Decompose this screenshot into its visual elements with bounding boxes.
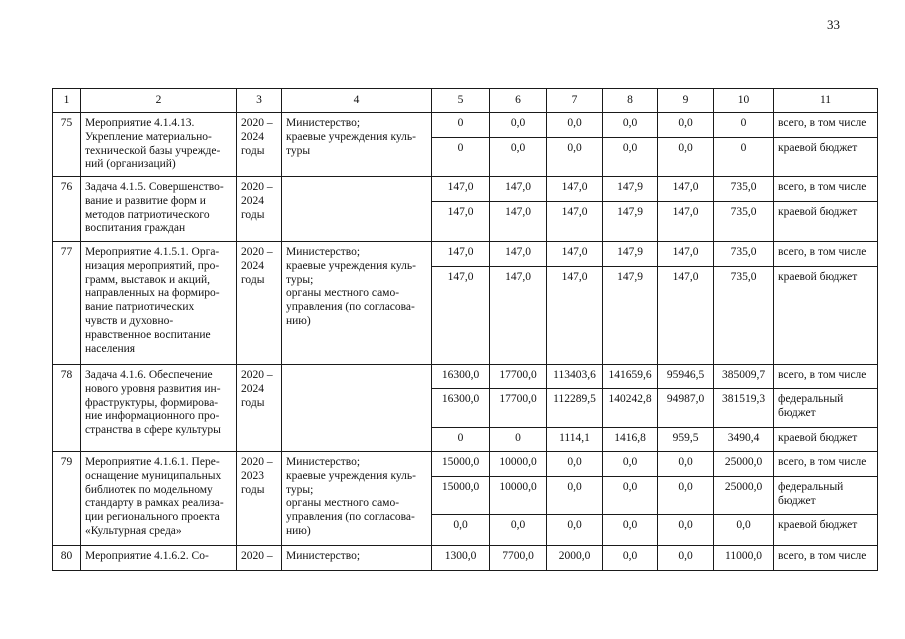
value-cell: 112289,5 <box>547 389 603 428</box>
page-number: 33 <box>827 17 840 32</box>
value-cell: 10000,0 <box>490 477 547 515</box>
value-cell: 0,0 <box>547 477 603 515</box>
value-cell: 140242,8 <box>603 389 658 428</box>
implementation-period: 2020 – 2024 годы <box>237 242 282 365</box>
header-cell: 4 <box>282 89 432 113</box>
header-cell: 10 <box>714 89 774 113</box>
table-header-row <box>53 89 878 113</box>
value-cell: 7700,0 <box>490 546 547 571</box>
header-cell: 8 <box>603 89 658 113</box>
row-number: 79 <box>53 452 81 546</box>
value-cell: 0,0 <box>658 477 714 515</box>
row-number: 80 <box>53 546 81 571</box>
value-cell: 17700,0 <box>490 389 547 428</box>
table-row <box>53 452 878 477</box>
header-cell: 2 <box>81 89 237 113</box>
value-cell: 0,0 <box>603 452 658 477</box>
value-cell: 0,0 <box>603 477 658 515</box>
header-cell: 1 <box>53 89 81 113</box>
header-cell: 11 <box>774 89 878 113</box>
value-cell: 113403,6 <box>547 365 603 389</box>
funding-source: краевой бюджет <box>774 138 878 177</box>
value-cell: 1300,0 <box>432 546 490 571</box>
value-cell: 16300,0 <box>432 389 490 428</box>
executor: Министерство; краевые учреждения куль- туры; органы местного само- управления (по согласова- нию) <box>282 452 432 546</box>
executor: Министерство; краевые учреждения куль- туры; органы местного само- управления (по согласова- нию) <box>282 242 432 365</box>
value-cell: 147,9 <box>603 242 658 267</box>
header-cell: 5 <box>432 89 490 113</box>
executor: Министерство; <box>282 546 432 571</box>
funding-source: всего, в том числе <box>774 113 878 138</box>
value-cell: 0 <box>432 428 490 452</box>
funding-source: всего, в том числе <box>774 452 878 477</box>
value-cell: 735,0 <box>714 177 774 202</box>
funding-source: краевой бюджет <box>774 267 878 365</box>
value-cell: 147,0 <box>432 242 490 267</box>
row-number: 76 <box>53 177 81 242</box>
value-cell: 0,0 <box>714 515 774 546</box>
header-cell: 6 <box>490 89 547 113</box>
executor <box>282 365 432 452</box>
executor: Министерство; краевые учреждения куль- туры <box>282 113 432 177</box>
value-cell: 25000,0 <box>714 477 774 515</box>
value-cell: 0 <box>490 428 547 452</box>
value-cell: 2000,0 <box>547 546 603 571</box>
value-cell: 0,0 <box>603 138 658 177</box>
implementation-period: 2020 – 2024 годы <box>237 177 282 242</box>
measure-name: Мероприятие 4.1.6.2. Со- <box>81 546 237 571</box>
value-cell: 0,0 <box>432 515 490 546</box>
value-cell: 147,0 <box>490 242 547 267</box>
value-cell: 25000,0 <box>714 452 774 477</box>
value-cell: 147,0 <box>490 267 547 365</box>
funding-source: всего, в том числе <box>774 242 878 267</box>
value-cell: 147,0 <box>547 242 603 267</box>
value-cell: 381519,3 <box>714 389 774 428</box>
funding-source: федеральный бюджет <box>774 477 878 515</box>
value-cell: 147,0 <box>658 177 714 202</box>
row-number: 77 <box>53 242 81 365</box>
measure-name: Мероприятие 4.1.5.1. Орга- низация мероприятий, про- грамм, выставок и акций, направленных на формиро- вание патриотических чувств и духовно- нравственное воспитание населения <box>81 242 237 365</box>
implementation-period: 2020 – 2024 годы <box>237 113 282 177</box>
value-cell: 0,0 <box>547 113 603 138</box>
table-body <box>53 113 878 571</box>
value-cell: 735,0 <box>714 202 774 242</box>
value-cell: 95946,5 <box>658 365 714 389</box>
value-cell: 0,0 <box>547 452 603 477</box>
value-cell: 147,9 <box>603 202 658 242</box>
row-number: 78 <box>53 365 81 452</box>
funding-source: всего, в том числе <box>774 365 878 389</box>
value-cell: 0 <box>432 113 490 138</box>
row-number: 75 <box>53 113 81 177</box>
funding-source: краевой бюджет <box>774 428 878 452</box>
value-cell: 15000,0 <box>432 477 490 515</box>
value-cell: 141659,6 <box>603 365 658 389</box>
funding-source: краевой бюджет <box>774 202 878 242</box>
value-cell: 147,0 <box>547 267 603 365</box>
funding-source: краевой бюджет <box>774 515 878 546</box>
value-cell: 385009,7 <box>714 365 774 389</box>
implementation-period: 2020 – 2023 годы <box>237 452 282 546</box>
table-row <box>53 546 878 571</box>
value-cell: 0,0 <box>603 113 658 138</box>
measure-name: Задача 4.1.6. Обеспечение нового уровня развития ин- фраструктуры, формирова- ние информационного про- странства в сфере культуры <box>81 365 237 452</box>
value-cell: 17700,0 <box>490 365 547 389</box>
value-cell: 147,0 <box>547 202 603 242</box>
value-cell: 16300,0 <box>432 365 490 389</box>
funding-source: всего, в том числе <box>774 177 878 202</box>
value-cell: 11000,0 <box>714 546 774 571</box>
value-cell: 735,0 <box>714 267 774 365</box>
value-cell: 735,0 <box>714 242 774 267</box>
value-cell: 0,0 <box>658 113 714 138</box>
value-cell: 0,0 <box>658 452 714 477</box>
implementation-period: 2020 – <box>237 546 282 571</box>
value-cell: 0 <box>432 138 490 177</box>
value-cell: 94987,0 <box>658 389 714 428</box>
value-cell: 147,0 <box>658 202 714 242</box>
value-cell: 0 <box>714 138 774 177</box>
measure-name: Мероприятие 4.1.6.1. Пере- оснащение муниципальных библиотек по модельному стандарту в рамках реализа- ции регионального проекта «Культурная среда» <box>81 452 237 546</box>
value-cell: 959,5 <box>658 428 714 452</box>
value-cell: 0,0 <box>547 515 603 546</box>
value-cell: 147,0 <box>658 242 714 267</box>
value-cell: 147,0 <box>490 202 547 242</box>
header-cell: 7 <box>547 89 603 113</box>
funding-source: всего, в том числе <box>774 546 878 571</box>
value-cell: 3490,4 <box>714 428 774 452</box>
value-cell: 147,0 <box>432 267 490 365</box>
value-cell: 15000,0 <box>432 452 490 477</box>
value-cell: 147,0 <box>490 177 547 202</box>
header-cell: 3 <box>237 89 282 113</box>
header-cell: 9 <box>658 89 714 113</box>
value-cell: 0,0 <box>658 138 714 177</box>
value-cell: 147,9 <box>603 267 658 365</box>
value-cell: 0,0 <box>490 113 547 138</box>
value-cell: 0 <box>714 113 774 138</box>
value-cell: 0,0 <box>603 515 658 546</box>
value-cell: 147,0 <box>432 177 490 202</box>
value-cell: 0,0 <box>603 546 658 571</box>
value-cell: 147,0 <box>658 267 714 365</box>
table-row <box>53 365 878 389</box>
value-cell: 1114,1 <box>547 428 603 452</box>
measure-name: Мероприятие 4.1.4.13. Укрепление материально- технической базы учрежде- ний (организаций) <box>81 113 237 177</box>
implementation-period: 2020 – 2024 годы <box>237 365 282 452</box>
program-measures-table <box>52 88 878 571</box>
value-cell: 0,0 <box>658 515 714 546</box>
value-cell: 0,0 <box>490 515 547 546</box>
value-cell: 0,0 <box>490 138 547 177</box>
value-cell: 1416,8 <box>603 428 658 452</box>
measure-name: Задача 4.1.5. Совершенство- вание и развитие форм и методов патриотического воспитания граждан <box>81 177 237 242</box>
table-row <box>53 113 878 138</box>
table-row <box>53 242 878 267</box>
funding-source: федеральный бюджет <box>774 389 878 428</box>
value-cell: 147,0 <box>432 202 490 242</box>
value-cell: 147,9 <box>603 177 658 202</box>
value-cell: 10000,0 <box>490 452 547 477</box>
table-row <box>53 177 878 202</box>
value-cell: 147,0 <box>547 177 603 202</box>
value-cell: 0,0 <box>547 138 603 177</box>
executor <box>282 177 432 242</box>
value-cell: 0,0 <box>658 546 714 571</box>
